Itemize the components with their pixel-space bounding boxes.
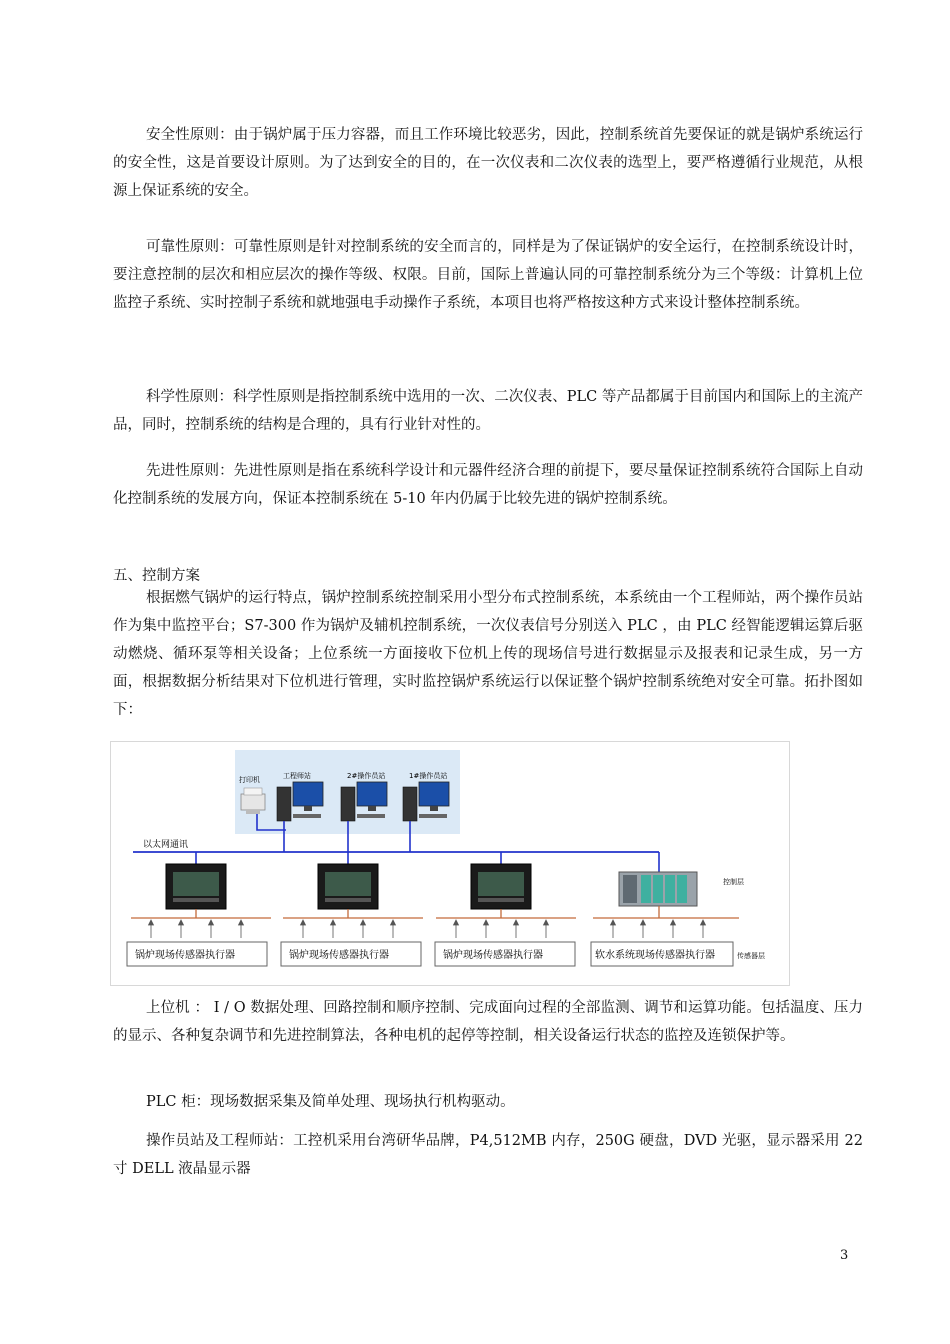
paragraph-safety: 安全性原则：由于锅炉属于压力容器，而且工作环境比较恶劣，因此，控制系统首先要保证的就是锅炉系统运行的安全性，这是首要设计原则。为了达到安全的目的，在一次仪表和二次仪表的选型上，要严格遵循行业规范，从根源上保证系统的安全。	[113, 127, 863, 199]
engineer-station-label: 工程师站	[283, 772, 311, 780]
topology-svg	[111, 742, 789, 985]
ethernet-label: 以太网通讯	[143, 840, 189, 850]
operator-station-2-label: 2#操作员站	[347, 772, 386, 780]
field-box-2-label: 锅炉现场传感器执行器	[289, 950, 389, 961]
engineer-station-icon	[277, 782, 323, 821]
printer-label: 打印机	[239, 776, 260, 784]
printer-icon	[241, 788, 265, 814]
field-box-4-label: 软水系统现场传感器执行器	[595, 950, 715, 961]
section-heading: 五、控制方案	[113, 568, 200, 584]
page-number: 3	[840, 1248, 849, 1263]
paragraph-reliability: 可靠性原则：可靠性原则是针对控制系统的安全而言的，同样是为了保证锅炉的安全运行，在控制系统设计时，要注意控制的层次和相应层次的操作等级、权限。目前，国际上普遍认同的可靠控制系统分为三个等级：计算机上位监控子系统、实时控制子系统和就地强电手动操作子系统，本项目也将严格按这种方式来设计整体控制系统。	[113, 239, 863, 311]
plc-cabinet-1-icon	[166, 864, 226, 909]
bus-drops	[196, 852, 659, 872]
operator-station-2-icon	[341, 782, 387, 821]
paragraph-control-scheme: 根据燃气锅炉的运行特点，锅炉控制系统控制采用小型分布式控制系统，本系统由一个工程师站，两个操作员站作为集中监控平台；S7-300 作为锅炉及辅机控制系统，一次仪表信号分别送入 PLC ，由 PLC 经智能逻辑运算后驱动燃烧、循环泵等相关设备；上位系统一方面接收下位机上传的现场信号进行数据显示及报表和记录生成，另一方面，根据数据分析结果对下位机进行管理，实时监控锅炉系统运行以保证整个锅炉控制系统绝对安全可靠。拓扑图如下：	[113, 590, 863, 718]
field-box-3-label: 锅炉现场传感器执行器	[443, 950, 543, 961]
operator-station-1-icon	[403, 782, 449, 821]
paragraph-stations: 操作员站及工程师站：工控机采用台湾研华品牌，P4,512MB 内存，250G 硬盘，DVD 光驱，显示器采用 22 寸 DELL 液晶显示器	[113, 1133, 863, 1177]
topology-diagram	[110, 741, 790, 986]
io-arrows	[149, 920, 706, 938]
paragraph-scientific: 科学性原则：科学性原则是指控制系统中选用的一次、二次仪表、PLC 等产品都属于目前国内和国际上的主流产品，同时，控制系统的结构是合理的，具有行业针对性的。	[113, 389, 863, 433]
paragraph-host: 上位机 ： I / O 数据处理、回路控制和顺序控制、完成面向过程的全部监测、调节和运算功能。包括温度、压力的显示、各种复杂调节和先进控制算法，各种电机的起停等控制，相关设备运行状态的监控及连锁保护等。	[113, 1000, 863, 1044]
plc-rack-icon	[619, 872, 697, 906]
operator-station-1-label: 1#操作员站	[409, 772, 448, 780]
control-layer-label: 控制层	[723, 878, 744, 886]
paragraph-plc-cabinet: PLC 柜：现场数据采集及简单处理、现场执行机构驱动。	[146, 1094, 515, 1110]
sensor-layer-label: 传感器层	[737, 952, 765, 960]
field-box-1-label: 锅炉现场传感器执行器	[135, 950, 235, 961]
paragraph-advanced: 先进性原则：先进性原则是指在系统科学设计和元器件经济合理的前提下，要尽量保证控制系统符合国际上自动化控制系统的发展方向，保证本控制系统在 5-10 年内仍属于比较先进的锅炉控制系统。	[113, 463, 863, 507]
plc-cabinet-2-icon	[318, 864, 378, 909]
plc-cabinet-3-icon	[471, 864, 531, 909]
